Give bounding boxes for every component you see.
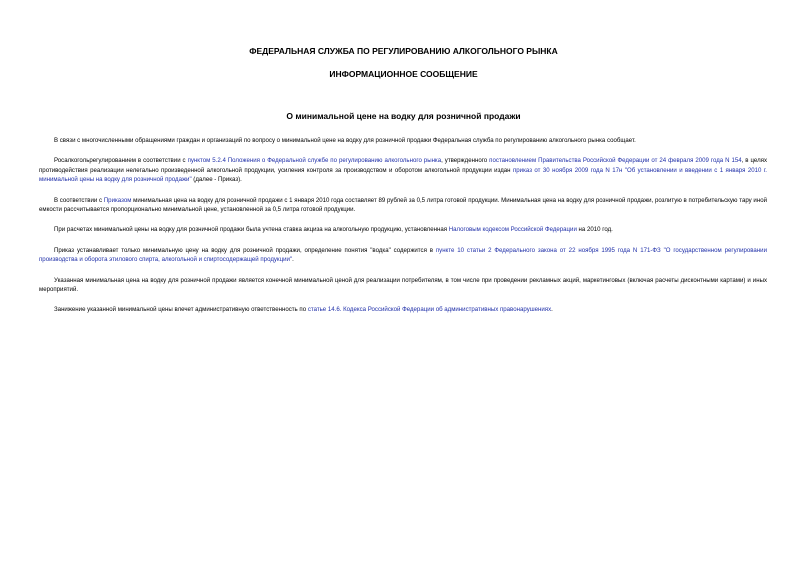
link-regulation-clause[interactable]: пунктом 5.2.4 Положения о Федеральной службе по регулированию алкогольного рынка (187, 157, 442, 165)
link-government-decree[interactable]: постановлением Правительства Российской Федерации от 24 февраля 2009 года N 154 (489, 157, 742, 165)
paragraph-order-issued (39, 156, 767, 184)
paragraph-text: , утвержденного (441, 157, 490, 165)
paragraph-text: В соответствии с (54, 196, 104, 204)
link-order-17n[interactable]: приказ от 30 ноября 2009 года N 17н "Об установлении и введении с 1 января 2010 г. минимальной цены на водку для розничной продажи" (39, 166, 767, 184)
paragraph-text: . (551, 306, 553, 314)
paragraph-text: на 2010 год. (576, 226, 613, 234)
paragraph-text: . (292, 256, 294, 264)
agency-heading: ФЕДЕРАЛЬНАЯ СЛУЖБА ПО РЕГУЛИРОВАНИЮ АЛКОГОЛЬНОГО РЫНКА (249, 46, 558, 56)
paragraph-text: Указанная минимальная цена на водку для розничной продажи является конечной минимальной ценой для реализации потребителям, в том числе при проведении рекламных акций, маркетинговых (включая расчеты дисконтными картами) и иных мероприятий. (39, 276, 767, 294)
link-administrative-code[interactable]: статье 14.6. Кодекса Российской Федерации об административных правонарушениях (307, 306, 552, 314)
paragraph-text: минимальная цена на водку для розничной продажи с 1 января 2010 года составляет 89 рублей за 0,5 литра готовой продукции. Минимальная цена на водку для розничной продажи, розлитую в потребительскую тару иной емкости рассчитывается пропорционально минимальной цене, установленной за 0,5 литра готовой продукции. (39, 196, 767, 214)
paragraph-text: Занижение указанной минимальной цены влечет административную ответственность по (54, 306, 308, 314)
document-title: О минимальной цене на водку для розничной продажи (286, 111, 521, 121)
paragraph-liability (39, 305, 767, 314)
paragraph-intro (39, 136, 767, 145)
paragraph-text: (далее - Приказ). (191, 176, 242, 184)
paragraph-text: Росалкогольрегулированием в соответствии с (54, 157, 188, 165)
paragraph-excise (39, 225, 767, 234)
paragraph-vodka-definition (39, 246, 767, 265)
paragraph-text: При расчетах минимальной цены на водку для розничной продажи была учтена ставка акциза на алкогольную продукцию, установленная (54, 226, 449, 234)
paragraph-text: , в целях противодействия реализации нелегально произведенной алкогольной продукции, усиления контроля за производством и оборотом алкогольной продукции издан (39, 157, 768, 174)
paragraph-text: В связи с многочисленными обращениями граждан и организаций по вопросу о минимальной цене на водку для розничной продажи Федеральная служба по регулированию алкогольного рынка сообщает. (54, 137, 636, 144)
paragraph-final-price (39, 276, 767, 295)
paragraph-text: Приказ устанавливает только минимальную цену на водку для розничной продажи, определение понятия "водка" содержится в (54, 246, 436, 254)
link-order[interactable]: Приказом (103, 196, 132, 204)
document-type-heading: ИНФОРМАЦИОННОЕ СООБЩЕНИЕ (329, 69, 478, 79)
link-tax-code[interactable]: Налоговым кодексом Российской Федерации (448, 226, 577, 234)
paragraph-minimum-price (39, 196, 767, 215)
document-body (39, 136, 767, 326)
link-federal-law-171[interactable]: пункте 10 статьи 2 Федерального закона от 22 ноября 1995 года N 171-ФЗ "О государственном регулировании производства и оборота этилового спирта, алкогольной и спиртосодержащей продукции" (39, 246, 767, 264)
